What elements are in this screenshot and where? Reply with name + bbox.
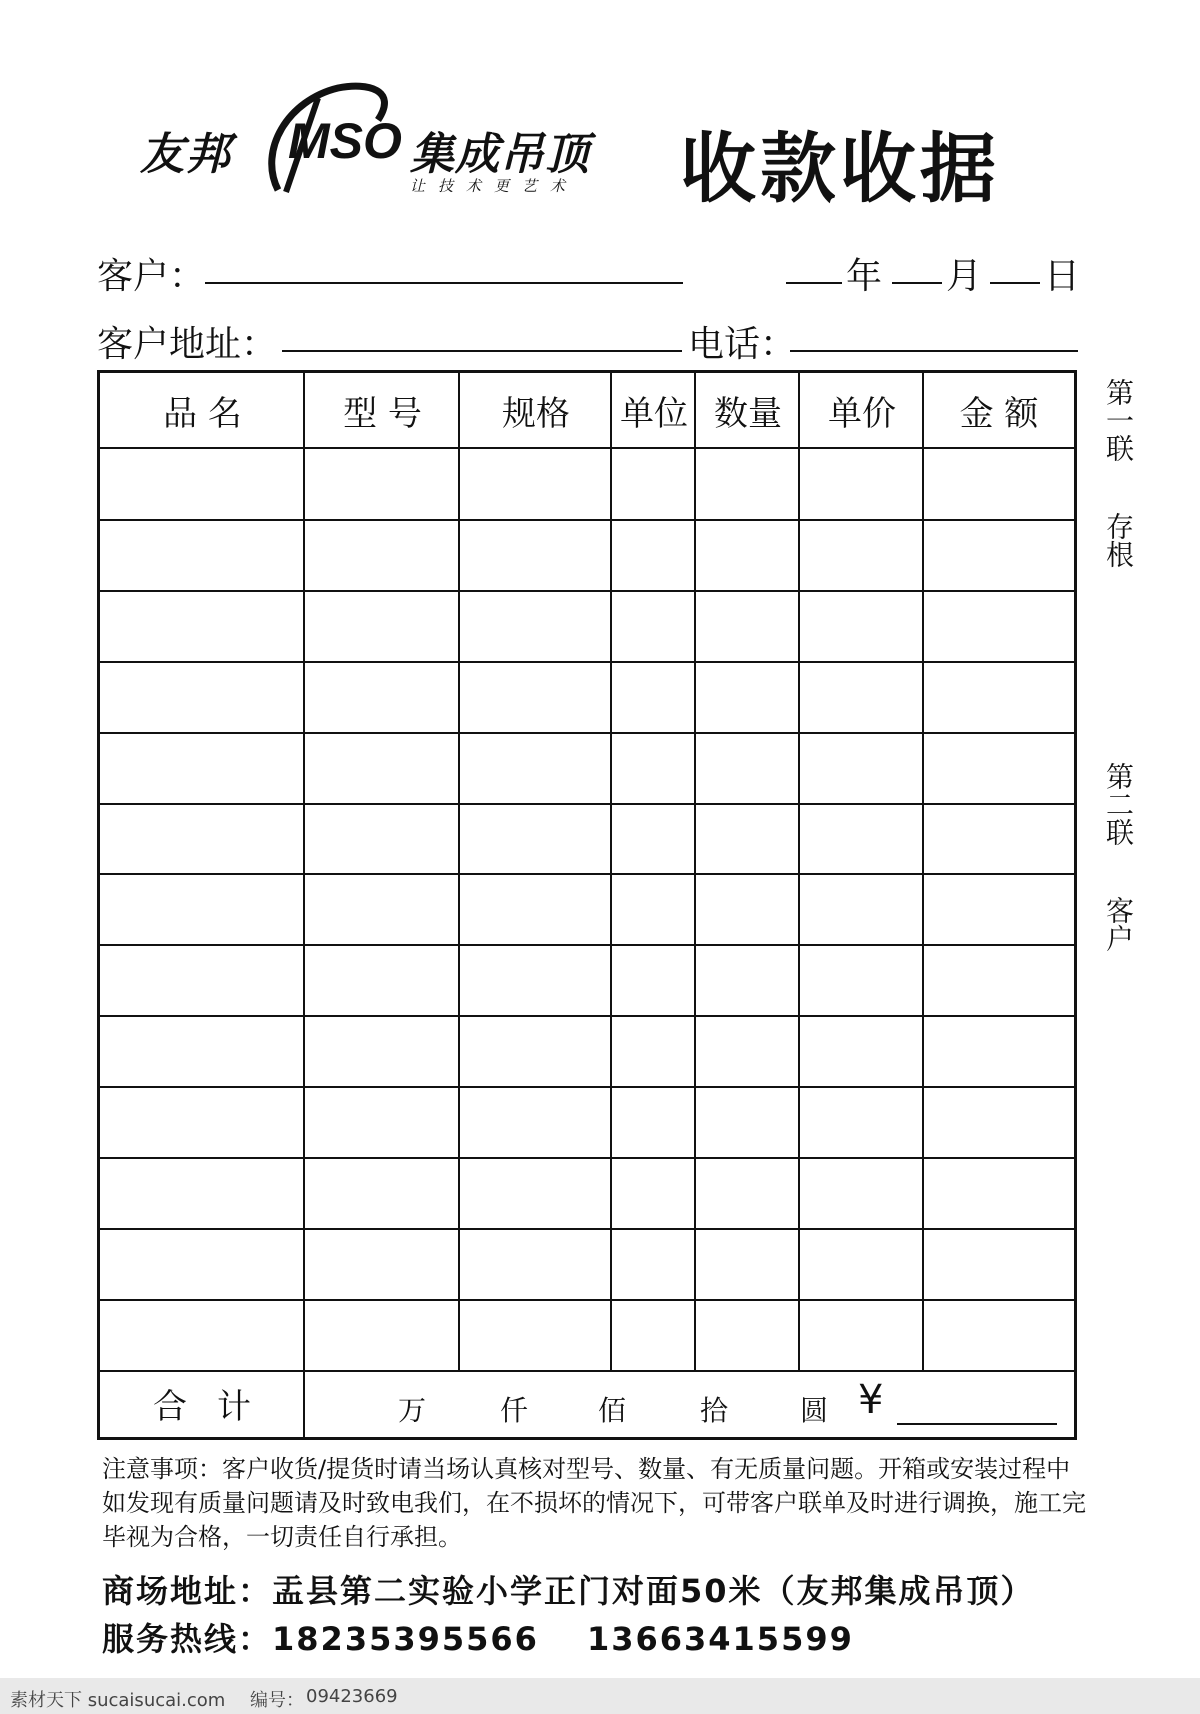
hotline-phone-2: 13663415599 [586, 1620, 854, 1658]
watermark-id: 09423669 [306, 1686, 398, 1707]
total-label: 合计 [153, 1387, 281, 1427]
service-hotline [102, 1614, 854, 1660]
copy1-text: 第一联 [1102, 378, 1135, 462]
unit-wan: 万 [398, 1394, 427, 1427]
store-address-label: 商场地址： [102, 1572, 273, 1610]
address-label: 客户地址： [97, 324, 278, 365]
row-divider [100, 1015, 1074, 1017]
watermark-bar [0, 1678, 1200, 1714]
address-field[interactable] [282, 350, 682, 352]
store-address [102, 1566, 1035, 1612]
watermark-site: 素材天下 sucaisucai.com [10, 1690, 226, 1711]
unit-shi: 拾 [700, 1394, 729, 1427]
row-divider [100, 1157, 1074, 1159]
row-divider [100, 590, 1074, 592]
copy1-type [1098, 512, 1135, 568]
col-header-product: 品 名 [163, 393, 242, 434]
row-divider [100, 447, 1074, 449]
month-label: 月 [946, 256, 983, 297]
copy2-type-text: 客户 [1102, 896, 1135, 952]
copy2-label [1098, 762, 1135, 846]
document-title: 收款收据 [680, 124, 1000, 213]
store-address-value: 盂县第二实验小学正门对面50米（友邦集成吊顶） [272, 1572, 1035, 1610]
mso-logo [258, 80, 408, 202]
col-header-unit: 单位 [620, 393, 688, 434]
row-divider [100, 873, 1074, 875]
watermark-id-label: 编号： [250, 1690, 304, 1711]
row-divider [100, 1086, 1074, 1088]
col-divider [922, 373, 924, 1370]
hotline-phone-1: 18235395566 [272, 1620, 539, 1658]
customer-field[interactable] [205, 282, 683, 284]
receipt-table [97, 370, 1077, 1440]
unit-qian: 仟 [500, 1394, 529, 1427]
currency-symbol: ¥ [858, 1377, 884, 1423]
row-divider [100, 1299, 1074, 1301]
col-header-amount: 金 额 [959, 393, 1039, 434]
col-divider [798, 373, 800, 1370]
col-header-spec: 规格 [502, 393, 570, 434]
unit-yuan: 圆 [800, 1394, 829, 1427]
row-divider [100, 1228, 1074, 1230]
notes: 注意事项：客户收货/提货时请当场认真核对型号、数量、有无质量问题。开箱或安装过程中如发现有质量问题请及时致电我们，在不损坏的情况下，可带客户联单及时进行调换，施工完毕视为合格，一切责任自行承担。 [102, 1455, 1086, 1551]
brand-chinese-name: 友邦 [140, 129, 232, 180]
day-field[interactable] [990, 282, 1040, 284]
customer-label: 客户： [97, 256, 206, 297]
col-divider [694, 373, 696, 1370]
col-divider [458, 373, 460, 1370]
row-divider [100, 519, 1074, 521]
unit-bai: 佰 [598, 1394, 627, 1427]
logo-text: MSO [288, 113, 402, 169]
brand-name: 集成吊顶 [410, 129, 590, 180]
phone-label: 电话： [688, 324, 797, 365]
col-header-quantity: 数量 [714, 393, 782, 434]
copy1-type-text: 存根 [1102, 512, 1135, 568]
col-header-model: 型 号 [343, 393, 422, 434]
copy2-type [1098, 896, 1135, 952]
phone-field[interactable] [790, 350, 1078, 352]
year-field[interactable] [786, 282, 842, 284]
hotline-label: 服务热线： [102, 1620, 273, 1658]
row-divider [100, 944, 1074, 946]
slogan: 让技术更艺术 [410, 177, 579, 195]
col-header-unit-price: 单价 [828, 393, 896, 434]
row-divider [100, 661, 1074, 663]
day-label: 日 [1044, 256, 1081, 297]
month-field[interactable] [892, 282, 942, 284]
copy1-label [1098, 378, 1135, 462]
total-amount-field[interactable] [897, 1423, 1057, 1425]
col-divider [303, 373, 305, 1437]
copy2-text: 第二联 [1102, 762, 1135, 846]
row-divider [100, 803, 1074, 805]
year-label: 年 [846, 256, 883, 297]
col-divider [610, 373, 612, 1370]
row-divider [100, 732, 1074, 734]
